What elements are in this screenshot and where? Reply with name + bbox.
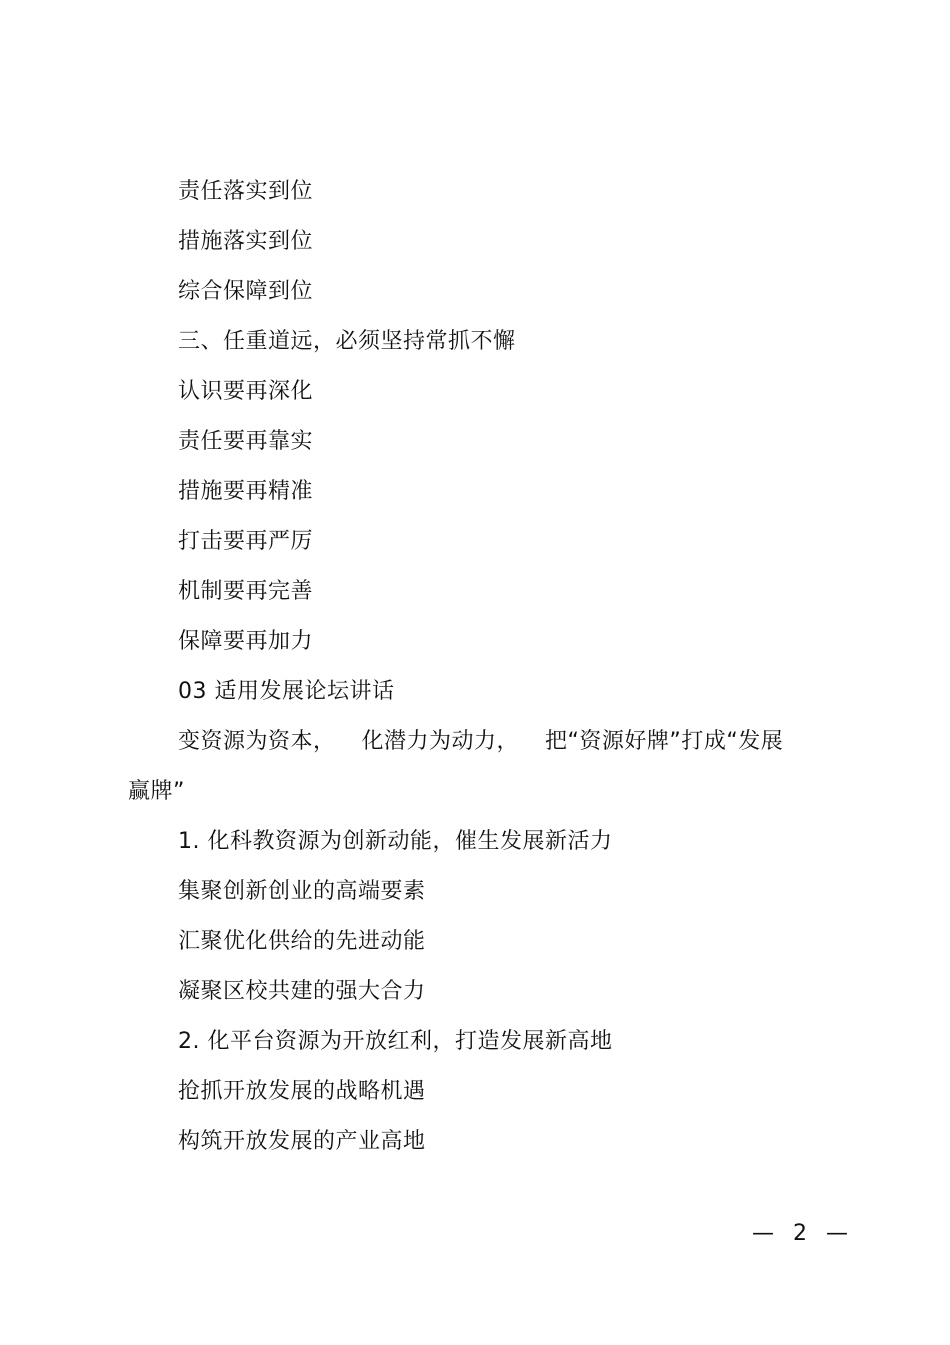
- text-line: 综合保障到位: [178, 279, 314, 304]
- paragraph: [128, 717, 808, 817]
- text-line: 保障要再加力: [178, 629, 314, 654]
- subheading: 1. 化科教资源为创新动能，催生发展新活力: [178, 829, 613, 854]
- text-line: 汇聚优化供给的先进动能: [178, 929, 426, 954]
- paragraph-line: [128, 717, 808, 767]
- text-line: 措施要再精准: [178, 479, 314, 504]
- section-heading: 03 适用发展论坛讲话: [178, 679, 395, 704]
- text-line: 抢抓开放发展的战略机遇: [178, 1079, 426, 1104]
- text-line: 集聚创新创业的高端要素: [178, 879, 426, 904]
- paragraph-segment: 化潜力为动力，: [361, 729, 520, 754]
- text-line: 责任落实到位: [178, 179, 314, 204]
- paragraph-segment: 变资源为资本，: [178, 729, 336, 754]
- text-line: 责任要再靠实: [178, 429, 314, 454]
- section-heading: 三、任重道远，必须坚持常抓不懈: [178, 329, 516, 354]
- page-number: — 2 —: [752, 1221, 854, 1246]
- text-line: 凝聚区校共建的强大合力: [178, 979, 426, 1004]
- text-line: 打击要再严厉: [178, 529, 314, 554]
- text-line: 构筑开放发展的产业高地: [178, 1129, 426, 1154]
- document-body: [128, 167, 808, 1167]
- text-line: 措施落实到位: [178, 229, 314, 254]
- text-line: 机制要再完善: [178, 579, 314, 604]
- text-line: 认识要再深化: [178, 379, 314, 404]
- subheading: 2. 化平台资源为开放红利，打造发展新高地: [178, 1029, 613, 1054]
- paragraph-segment: 把“资源好牌”打成“发展: [545, 729, 784, 754]
- paragraph-line: 赢牌”: [128, 779, 185, 804]
